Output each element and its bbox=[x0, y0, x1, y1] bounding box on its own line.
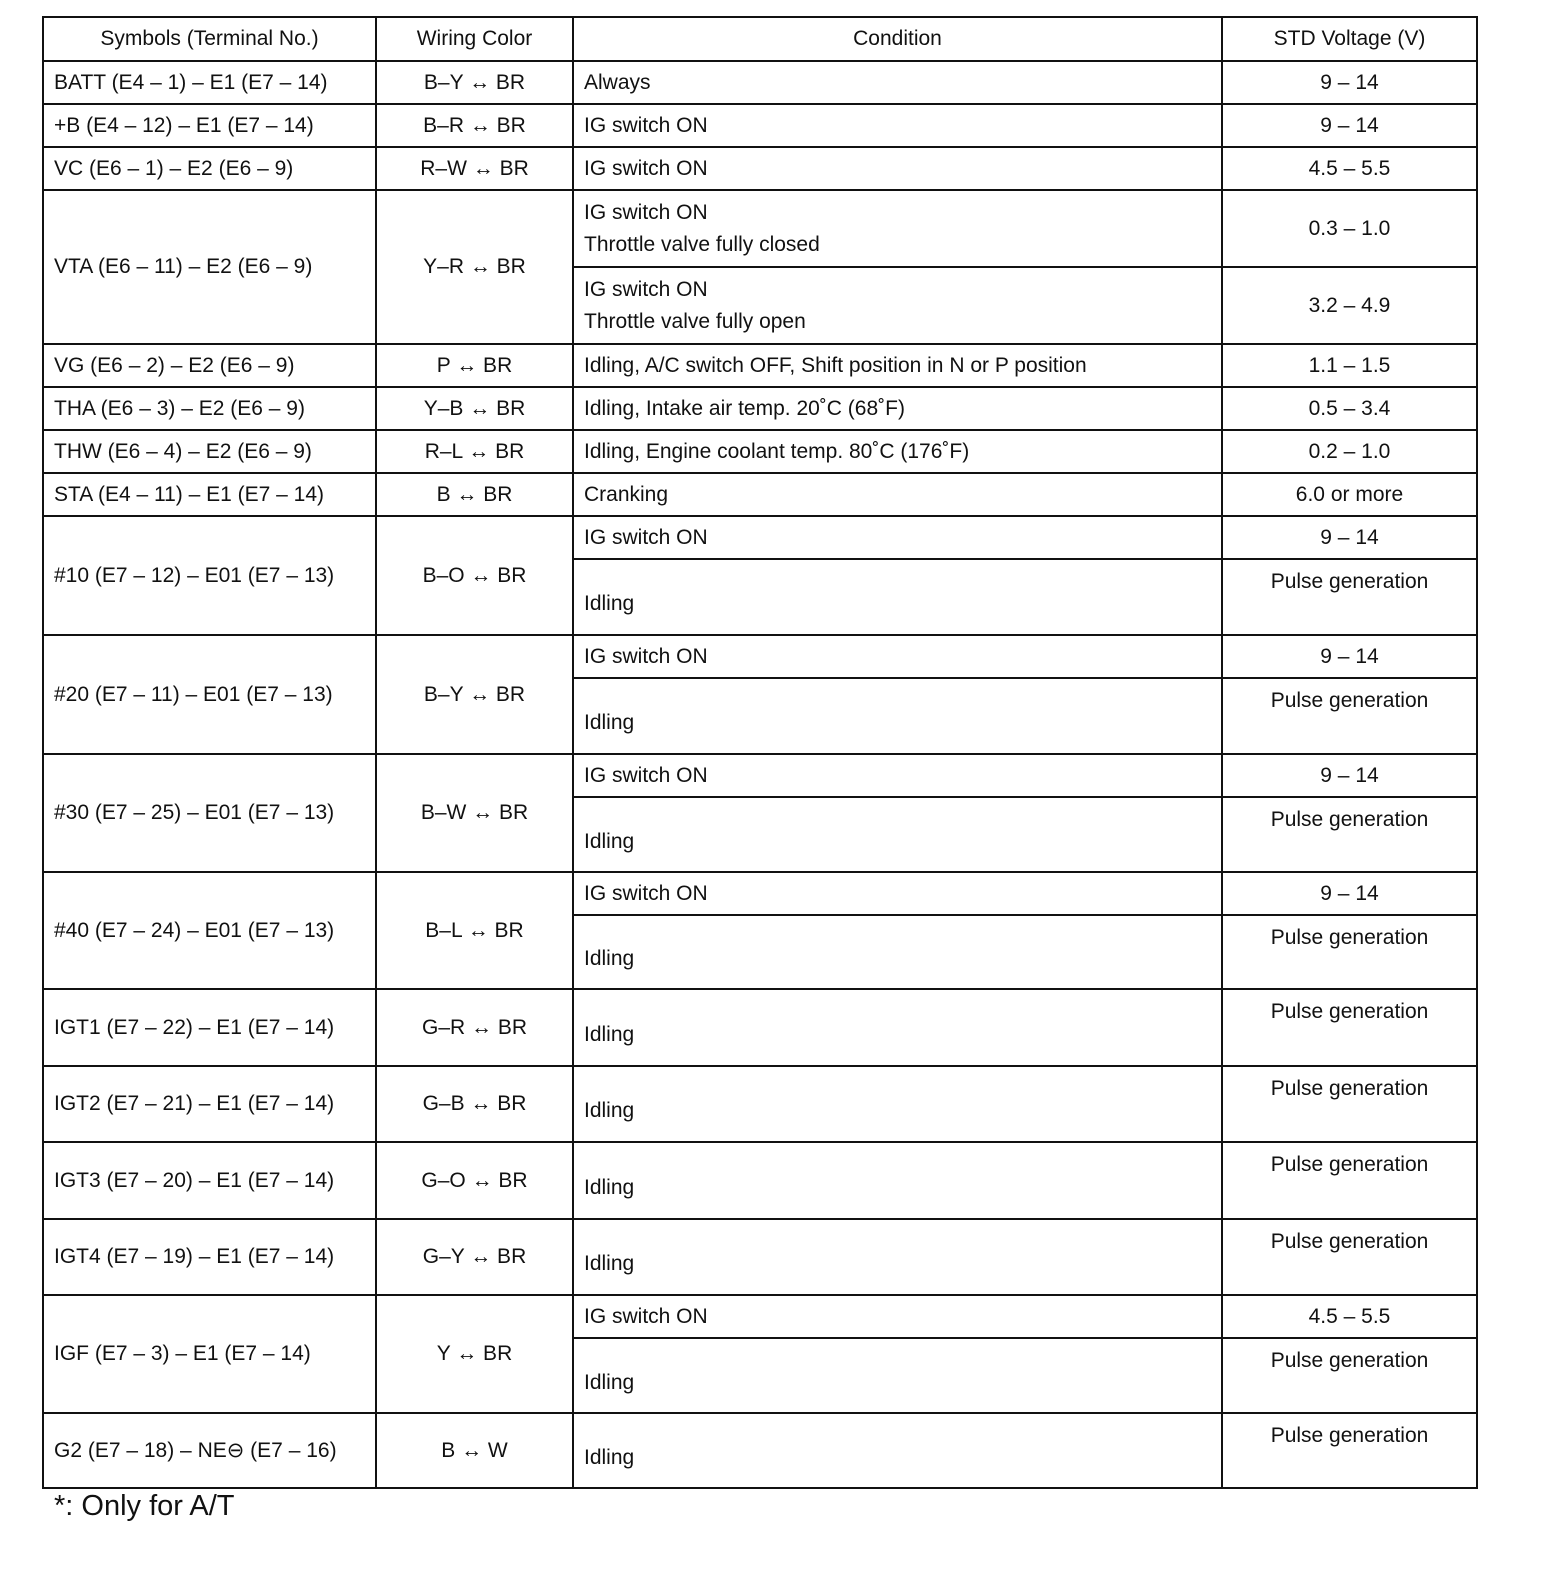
condition-cell bbox=[573, 267, 1222, 344]
std-voltage-cell: 4.5 – 5.5 bbox=[1222, 147, 1477, 190]
condition-cell bbox=[573, 797, 1222, 872]
condition-cell bbox=[573, 1142, 1222, 1219]
table-row bbox=[43, 344, 1477, 387]
condition-line: Idling bbox=[584, 1022, 635, 1046]
wiring-color-cell: Y–B ↔ BR bbox=[376, 387, 573, 430]
wiring-color-cell: G–Y ↔ BR bbox=[376, 1219, 573, 1295]
symbol-cell: THA (E6 – 3) – E2 (E6 – 9) bbox=[43, 387, 376, 430]
header-symbols: Symbols (Terminal No.) bbox=[43, 17, 376, 61]
wiring-color-cell: B ↔ W bbox=[376, 1413, 573, 1488]
std-voltage-cell: Pulse generation bbox=[1222, 1142, 1477, 1219]
condition-cell bbox=[573, 1219, 1222, 1295]
condition-line: Idling bbox=[584, 947, 635, 970]
std-voltage-cell: 9 – 14 bbox=[1222, 104, 1477, 147]
condition-cell bbox=[573, 61, 1222, 104]
wiring-color-cell: Y–R ↔ BR bbox=[376, 190, 573, 344]
condition-line: IG switch ON bbox=[584, 763, 708, 787]
wiring-color-cell: B–O ↔ BR bbox=[376, 516, 573, 635]
condition-cell bbox=[573, 678, 1222, 754]
symbol-cell: THW (E6 – 4) – E2 (E6 – 9) bbox=[43, 430, 376, 473]
condition-cell bbox=[573, 430, 1222, 473]
std-voltage-cell: 9 – 14 bbox=[1222, 635, 1477, 678]
wiring-color-cell: B–Y ↔ BR bbox=[376, 635, 573, 754]
table-row bbox=[43, 989, 1477, 1066]
table-row bbox=[43, 190, 1477, 267]
condition-cell bbox=[573, 344, 1222, 387]
std-voltage-cell: 0.3 – 1.0 bbox=[1222, 190, 1477, 267]
condition-cell bbox=[573, 989, 1222, 1066]
condition-cell bbox=[573, 387, 1222, 430]
condition-line: Idling, Intake air temp. 20˚C (68˚F) bbox=[584, 396, 905, 420]
condition-line: Idling bbox=[584, 1175, 635, 1199]
symbol-cell: G2 (E7 – 18) – NE⊖ (E7 – 16) bbox=[43, 1413, 376, 1488]
symbol-cell: IGT1 (E7 – 22) – E1 (E7 – 14) bbox=[43, 989, 376, 1066]
symbol-cell: IGF (E7 – 3) – E1 (E7 – 14) bbox=[43, 1295, 376, 1413]
condition-line: Idling, A/C switch OFF, Shift position in N or P position bbox=[584, 353, 1087, 377]
table-row bbox=[43, 1413, 1477, 1488]
header-row bbox=[43, 17, 1477, 61]
std-voltage-cell: Pulse generation bbox=[1222, 797, 1477, 872]
symbol-cell: IGT3 (E7 – 20) – E1 (E7 – 14) bbox=[43, 1142, 376, 1219]
std-voltage-cell: Pulse generation bbox=[1222, 1413, 1477, 1488]
condition-cell bbox=[573, 754, 1222, 797]
header-wiring-color: Wiring Color bbox=[376, 17, 573, 61]
symbol-cell: #20 (E7 – 11) – E01 (E7 – 13) bbox=[43, 635, 376, 754]
table-row bbox=[43, 473, 1477, 516]
wiring-color-cell: B–L ↔ BR bbox=[376, 872, 573, 989]
table-row bbox=[43, 754, 1477, 797]
table-row bbox=[43, 635, 1477, 678]
table-row bbox=[43, 1295, 1477, 1338]
condition-line: Always bbox=[584, 70, 651, 94]
condition-line: Idling bbox=[584, 1099, 635, 1122]
table-row bbox=[43, 387, 1477, 430]
std-voltage-cell: 9 – 14 bbox=[1222, 872, 1477, 915]
std-voltage-cell: 1.1 – 1.5 bbox=[1222, 344, 1477, 387]
condition-line: Throttle valve fully open bbox=[584, 309, 806, 333]
condition-line: Idling bbox=[584, 711, 635, 734]
condition-line: IG switch ON bbox=[584, 277, 708, 301]
wiring-color-cell: B–R ↔ BR bbox=[376, 104, 573, 147]
terminal-voltage-table bbox=[42, 16, 1478, 1489]
std-voltage-cell: 9 – 14 bbox=[1222, 61, 1477, 104]
table-row bbox=[43, 430, 1477, 473]
table-row bbox=[43, 147, 1477, 190]
wiring-color-cell: G–B ↔ BR bbox=[376, 1066, 573, 1142]
symbol-cell: VG (E6 – 2) – E2 (E6 – 9) bbox=[43, 344, 376, 387]
table-row bbox=[43, 1142, 1477, 1219]
condition-cell bbox=[573, 1295, 1222, 1338]
table-row bbox=[43, 104, 1477, 147]
std-voltage-cell: Pulse generation bbox=[1222, 559, 1477, 635]
condition-line: Idling bbox=[584, 1370, 635, 1394]
condition-cell bbox=[573, 104, 1222, 147]
symbol-cell: VTA (E6 – 11) – E2 (E6 – 9) bbox=[43, 190, 376, 344]
condition-cell bbox=[573, 559, 1222, 635]
condition-cell bbox=[573, 516, 1222, 559]
symbol-cell: BATT (E4 – 1) – E1 (E7 – 14) bbox=[43, 61, 376, 104]
condition-line: IG switch ON bbox=[584, 156, 708, 180]
condition-cell bbox=[573, 473, 1222, 516]
condition-line: Idling bbox=[584, 829, 635, 853]
symbol-cell: #10 (E7 – 12) – E01 (E7 – 13) bbox=[43, 516, 376, 635]
std-voltage-cell: 0.5 – 3.4 bbox=[1222, 387, 1477, 430]
condition-cell bbox=[573, 872, 1222, 915]
wiring-color-cell: B–W ↔ BR bbox=[376, 754, 573, 872]
wiring-color-cell: R–W ↔ BR bbox=[376, 147, 573, 190]
condition-cell bbox=[573, 915, 1222, 989]
header-condition: Condition bbox=[573, 17, 1222, 61]
condition-line: IG switch ON bbox=[584, 1304, 708, 1328]
wiring-color-cell: P ↔ BR bbox=[376, 344, 573, 387]
table-row bbox=[43, 1219, 1477, 1295]
condition-cell bbox=[573, 1338, 1222, 1413]
symbol-cell: #40 (E7 – 24) – E01 (E7 – 13) bbox=[43, 872, 376, 989]
symbol-cell: IGT2 (E7 – 21) – E1 (E7 – 14) bbox=[43, 1066, 376, 1142]
wiring-color-cell: B ↔ BR bbox=[376, 473, 573, 516]
std-voltage-cell: Pulse generation bbox=[1222, 678, 1477, 754]
footnote: *: Only for A/T bbox=[54, 1490, 235, 1522]
condition-line: IG switch ON bbox=[584, 113, 708, 137]
wiring-color-cell: G–R ↔ BR bbox=[376, 989, 573, 1066]
wiring-color-cell: Y ↔ BR bbox=[376, 1295, 573, 1413]
condition-line: Idling bbox=[584, 592, 635, 615]
condition-line: IG switch ON bbox=[584, 200, 708, 224]
std-voltage-cell: Pulse generation bbox=[1222, 915, 1477, 989]
std-voltage-cell: 4.5 – 5.5 bbox=[1222, 1295, 1477, 1338]
std-voltage-cell: 9 – 14 bbox=[1222, 516, 1477, 559]
condition-line: Idling bbox=[584, 1445, 635, 1469]
condition-cell bbox=[573, 1413, 1222, 1488]
table-row bbox=[43, 61, 1477, 104]
condition-line: IG switch ON bbox=[584, 644, 708, 668]
std-voltage-cell: Pulse generation bbox=[1222, 989, 1477, 1066]
table-row bbox=[43, 516, 1477, 559]
condition-cell bbox=[573, 635, 1222, 678]
condition-line: Idling bbox=[584, 1252, 635, 1275]
condition-line: Cranking bbox=[584, 482, 669, 506]
std-voltage-cell: Pulse generation bbox=[1222, 1338, 1477, 1413]
wiring-color-cell: B–Y ↔ BR bbox=[376, 61, 573, 104]
table-row bbox=[43, 872, 1477, 915]
wiring-color-cell: R–L ↔ BR bbox=[376, 430, 573, 473]
std-voltage-cell: 3.2 – 4.9 bbox=[1222, 267, 1477, 344]
condition-line: IG switch ON bbox=[584, 881, 708, 905]
wiring-color-cell: G–O ↔ BR bbox=[376, 1142, 573, 1219]
symbol-cell: STA (E4 – 11) – E1 (E7 – 14) bbox=[43, 473, 376, 516]
std-voltage-cell: 6.0 or more bbox=[1222, 473, 1477, 516]
condition-line: IG switch ON bbox=[584, 525, 708, 549]
condition-cell bbox=[573, 190, 1222, 267]
std-voltage-cell: Pulse generation bbox=[1222, 1066, 1477, 1142]
condition-cell bbox=[573, 147, 1222, 190]
symbol-cell: #30 (E7 – 25) – E01 (E7 – 13) bbox=[43, 754, 376, 872]
symbol-cell: IGT4 (E7 – 19) – E1 (E7 – 14) bbox=[43, 1219, 376, 1295]
condition-line: Throttle valve fully closed bbox=[584, 232, 820, 256]
table-row bbox=[43, 1066, 1477, 1142]
header-std-voltage: STD Voltage (V) bbox=[1222, 17, 1477, 61]
condition-cell bbox=[573, 1066, 1222, 1142]
std-voltage-cell: 9 – 14 bbox=[1222, 754, 1477, 797]
std-voltage-cell: Pulse generation bbox=[1222, 1219, 1477, 1295]
condition-line: Idling, Engine coolant temp. 80˚C (176˚F) bbox=[584, 439, 970, 463]
symbol-cell: VC (E6 – 1) – E2 (E6 – 9) bbox=[43, 147, 376, 190]
symbol-cell: +B (E4 – 12) – E1 (E7 – 14) bbox=[43, 104, 376, 147]
std-voltage-cell: 0.2 – 1.0 bbox=[1222, 430, 1477, 473]
